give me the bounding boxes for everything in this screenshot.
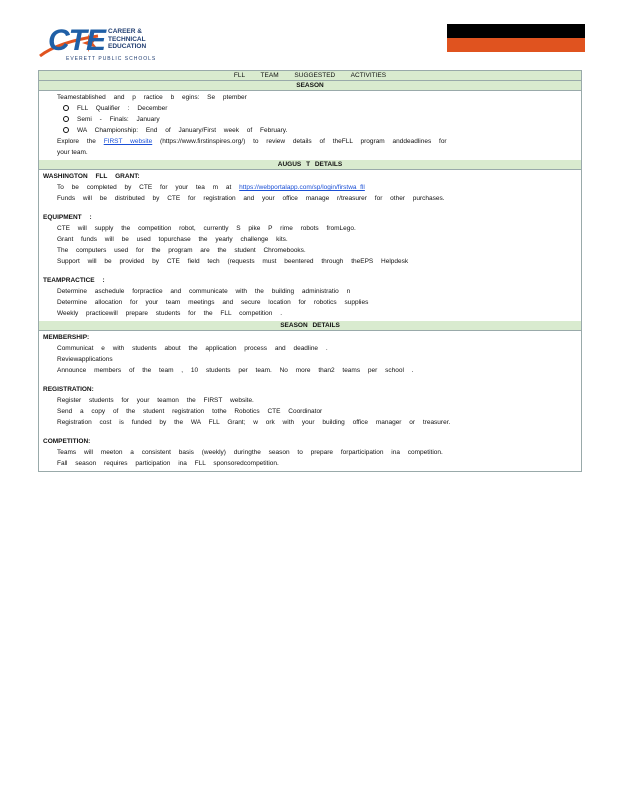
explore-text: Explore the <box>57 138 96 145</box>
circle-bullet-icon <box>63 127 69 133</box>
season-sub-item: WA Championship: End of January/First week of February. <box>77 127 288 134</box>
practice-item: Determine allocation for your team meetings and secure location for robotics supplies <box>57 299 369 306</box>
practice-item: Weekly practicewill prepare students for the FLL competition . <box>57 310 283 317</box>
membership-item: Reviewapplications <box>57 356 113 363</box>
equipment-item: Grant funds will be used topurchase the yearly challenge kits. <box>57 236 288 243</box>
equipment-item: CTE will supply the competition robot, currently S pike P rime robots fromLego. <box>57 225 356 232</box>
washington-grant-heading: WASHINGTON FLL GRANT: <box>43 173 140 180</box>
competition-item: Teams will meeton a consistent basis (weekly) duringthe season to prepare forparticipation ina competition. <box>57 449 443 456</box>
bullet-icon <box>43 193 57 204</box>
season-details-section <box>39 331 581 471</box>
membership-item: Communicat e with students about the application process and deadline . <box>57 345 328 352</box>
logo-text: CAREER & TECHNICAL EDUCATION <box>108 28 147 50</box>
bullet-icon <box>43 223 57 234</box>
registration-item: Registration cost is funded by the WA FLL Grant; w ork with your building office manager or treasurer. <box>57 419 451 426</box>
bullet-icon <box>43 308 57 319</box>
bullet-icon <box>43 182 57 193</box>
season-start: Teamestablished and p ractice b egins: Se ptember <box>57 94 247 101</box>
explore-text-rest: (https://www.firstinspires.org/) to review details of theFLL program anddeadlines for <box>160 138 447 145</box>
competition-item: Fall season requires participation ina FLL sponsoredcompetition. <box>57 460 279 467</box>
season-band: SEASON <box>39 81 581 91</box>
bullet-icon <box>43 234 57 245</box>
bullet-icon <box>43 458 57 469</box>
header-bar-orange <box>447 38 585 52</box>
bullet-icon <box>43 245 57 256</box>
activities-sheet <box>38 70 582 472</box>
bullet-icon <box>43 136 57 147</box>
cte-logo <box>38 22 168 64</box>
bullet-icon <box>43 354 57 365</box>
bullet-icon <box>43 406 57 417</box>
registration-item: Register students for your teamon the FIRST website. <box>57 397 254 404</box>
circle-bullet-icon <box>63 105 69 111</box>
header-bar-black <box>447 24 585 38</box>
august-band: AUGUS T DETAILS <box>39 160 581 170</box>
bullet-icon <box>43 297 57 308</box>
grant-text: To be completed by CTE for your tea m at <box>57 184 232 191</box>
logo-mark: CTE <box>48 24 105 57</box>
grant-portal-link[interactable]: https://webportalapp.com/sp/login/firstwa_fll <box>239 184 365 191</box>
bullet-icon <box>43 417 57 428</box>
equipment-heading: EQUIPMENT : <box>43 214 92 221</box>
registration-item: Send a copy of the student registration tothe Robotics CTE Coordinator <box>57 408 323 415</box>
season-sub-item: Semi - Finals: January <box>77 116 160 123</box>
membership-heading: MEMBERSHIP: <box>43 334 90 341</box>
season-details-band: SEASON DETAILS <box>39 321 581 331</box>
season-section <box>39 91 581 160</box>
membership-item: Announce members of the team , 10 students per team. No more than2 teams per school . <box>57 367 414 374</box>
explore-text-end: your team. <box>57 149 88 156</box>
title-band: FLL TEAM SUGGESTED ACTIVITIES <box>39 71 581 81</box>
registration-heading: REGISTRATION: <box>43 386 94 393</box>
bullet-icon <box>43 286 57 297</box>
equipment-item: Support will be provided by CTE field tech (requests must beentered through theEPS Helpdesk <box>57 258 409 265</box>
circle-bullet-icon <box>63 116 69 122</box>
practice-item: Determine aschedule forpractice and communicate with the building administratio n <box>57 288 351 295</box>
bullet-icon <box>43 92 57 103</box>
first-website-link[interactable]: FIRST website <box>103 138 153 145</box>
team-practice-heading: TEAMPRACTICE : <box>43 277 105 284</box>
august-section <box>39 170 581 321</box>
grant-funds-text: Funds will be distributed by CTE for registration and your office manage r/treasurer for other purchases. <box>57 195 445 202</box>
competition-heading: COMPETITION: <box>43 438 91 445</box>
bullet-icon <box>43 365 57 376</box>
bullet-icon <box>43 343 57 354</box>
bullet-icon <box>43 256 57 267</box>
bullet-icon <box>43 447 57 458</box>
season-sub-item: FLL Qualifier : December <box>77 105 168 112</box>
equipment-item: The computers used for the program are the student Chromebooks. <box>57 247 306 254</box>
logo-subtitle: EVERETT PUBLIC SCHOOLS <box>66 56 157 62</box>
bullet-icon <box>43 395 57 406</box>
